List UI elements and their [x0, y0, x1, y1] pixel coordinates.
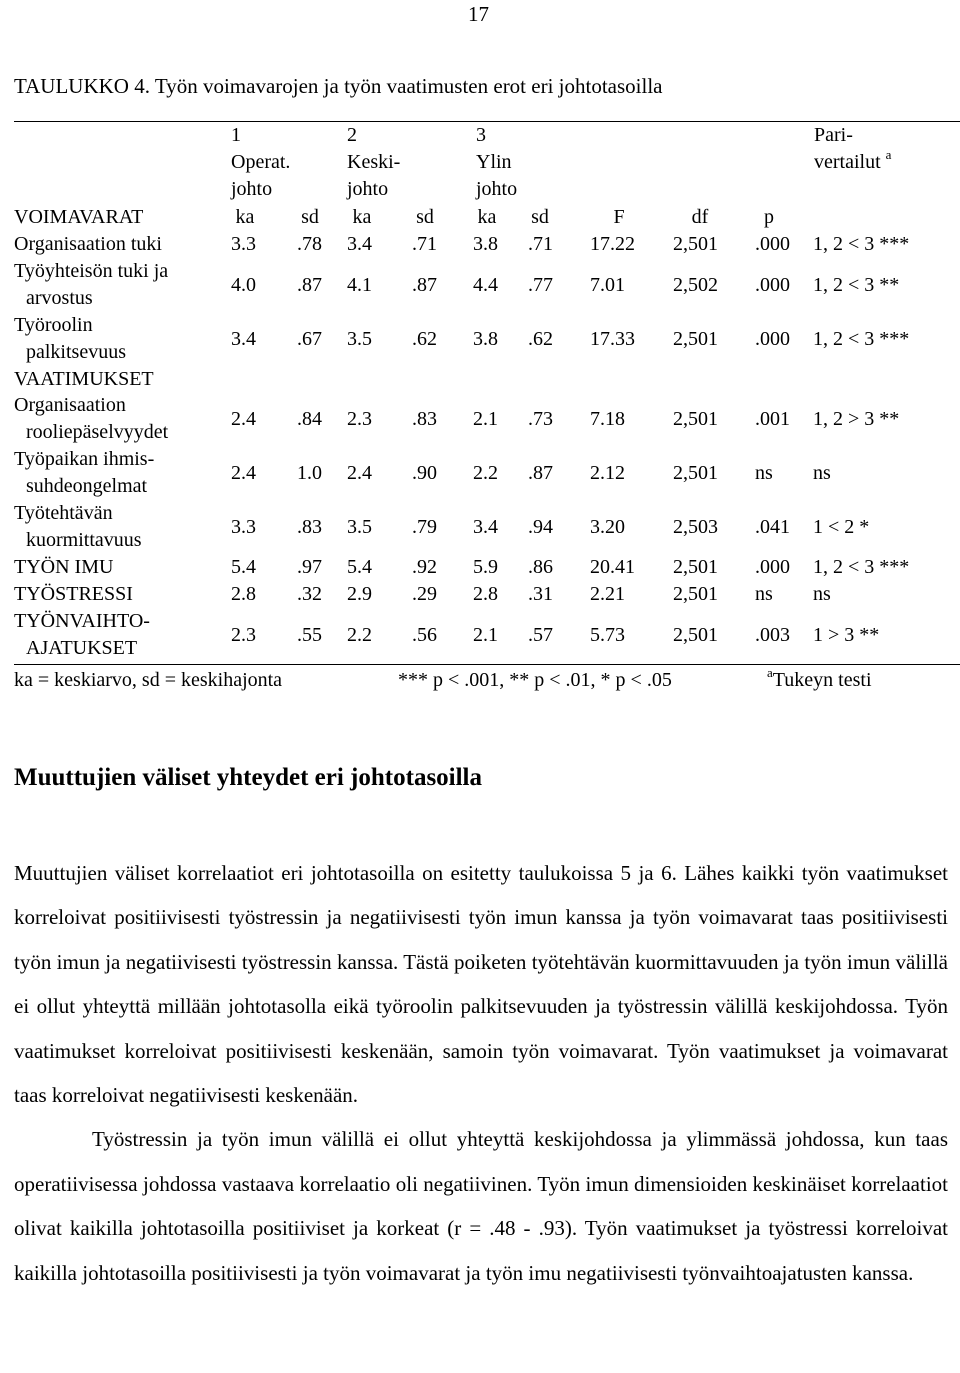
- table-cell: .67: [297, 328, 322, 350]
- tukey-footnote-marker: a: [767, 665, 773, 680]
- group-header-line: 3: [476, 124, 486, 146]
- table-cell: 2,501: [673, 233, 718, 255]
- table-cell: 3.8: [473, 328, 498, 350]
- paragraph-2: Työstressin ja työn imun välillä ei ollut yhteyttä keskijohdossa ja ylimmässä johdossa, kun taas operatiivisessa johdossa vastaava korrelaatio oli negatiivinen. Työn imun dimensioiden keskinäiset korrelaatiot olivat kaikilla johtotasoilla positiiviset ja korkeat (r = .48 - .93). Työn vaatimukset ja työstressi korreloivat kaikilla johtotasoilla positiivisesti ja työn voimavarat ja työn imu negatiivisesti työnvaihtoajatusten kanssa.: [14, 1127, 948, 1285]
- table-cell: .90: [412, 462, 437, 484]
- row-label: kuormittavuus: [26, 529, 142, 551]
- table-cell: ns: [755, 583, 773, 605]
- table-cell: .57: [528, 624, 553, 646]
- table-cell: 2,502: [673, 274, 718, 296]
- table-cell: .32: [297, 583, 322, 605]
- body-text: [14, 851, 948, 1295]
- table-cell: .000: [755, 233, 790, 255]
- table-cell: 3.8: [473, 233, 498, 255]
- table-cell: .62: [528, 328, 553, 350]
- row-label: TYÖN IMU: [14, 556, 114, 578]
- table-cell: 7.01: [590, 274, 625, 296]
- group-header-line: 1: [231, 124, 241, 146]
- stat-header: sd: [301, 206, 319, 228]
- table-cell: 2.8: [231, 583, 256, 605]
- row-label: Työtehtävän: [14, 502, 113, 524]
- table-cell: 17.22: [590, 233, 635, 255]
- table-cell: 3.3: [231, 233, 256, 255]
- group-header-line: Ylin: [476, 151, 512, 173]
- table-cell: 2,501: [673, 556, 718, 578]
- table-cell: .73: [528, 408, 553, 430]
- table-cell: .001: [755, 408, 790, 430]
- table-cell: .55: [297, 624, 322, 646]
- table-cell: 20.41: [590, 556, 635, 578]
- page-number: 17: [468, 2, 489, 26]
- row-label: Työpaikan ihmis-: [14, 448, 155, 470]
- table-cell: 2,503: [673, 516, 718, 538]
- pairwise-header-text: vertailut: [814, 151, 881, 173]
- stat-header: ka: [477, 206, 497, 228]
- table-cell: .000: [755, 274, 790, 296]
- table-cell: 1.0: [297, 462, 322, 484]
- table-bottom-border: [14, 664, 960, 665]
- table-cell: ns: [813, 462, 831, 484]
- table-cell: 5.4: [347, 556, 372, 578]
- table-cell: .97: [297, 556, 322, 578]
- paragraph-1: Muuttujien väliset korrelaatiot eri johtotasoilla on esitetty taulukoissa 5 ja 6. Lähes kaikki työn vaatimukset korreloivat positiivisesti työstressin ja negatiivisesti työn imun kanssa ja työn voimavarat taas positiivisesti työn imun ja negatiivisesti työstressin kanssa. Tästä poiketen työtehtävän kuormittavuuden ja työn imun välillä ei ollut yhteyttä millään johtotasolla eikä työroolin palkitsevuuden ja työstressin välillä keskijohdossa. Työn vaatimukset korreloivat positiivisesti keskenään, samoin työn voimavarat. Työn vaatimukset ja voimavarat taas korreloivat negatiivisesti keskenään.: [14, 861, 948, 1108]
- table-cell: 3.5: [347, 328, 372, 350]
- table-cell: 2.8: [473, 583, 498, 605]
- table-cell: 7.18: [590, 408, 625, 430]
- table-cell: 5.73: [590, 624, 625, 646]
- table-cell: 4.0: [231, 274, 256, 296]
- table-cell: 2.12: [590, 462, 625, 484]
- section-heading: Muuttujien väliset yhteydet eri johtotasoilla: [14, 764, 483, 791]
- table-cell: 2.21: [590, 583, 625, 605]
- pairwise-header-line: Pari-: [814, 124, 853, 146]
- row-label: Työroolin: [14, 314, 93, 336]
- row-label: TYÖNVAIHTO-: [14, 610, 150, 632]
- row-label: TYÖSTRESSI: [14, 583, 133, 605]
- table-cell: 2,501: [673, 328, 718, 350]
- table-caption: TAULUKKO 4. Työn voimavarojen ja työn vaatimusten erot eri johtotasoilla: [14, 74, 663, 98]
- table-cell: 5.4: [231, 556, 256, 578]
- stat-header: df: [691, 206, 709, 228]
- group-header-line: johto: [347, 178, 389, 200]
- table-cell: .71: [412, 233, 437, 255]
- table-cell: ns: [755, 462, 773, 484]
- stat-header: p: [764, 206, 774, 228]
- table-cell: 4.4: [473, 274, 498, 296]
- table-cell: 3.5: [347, 516, 372, 538]
- table-cell: .62: [412, 328, 437, 350]
- table-cell: 2,501: [673, 462, 718, 484]
- pairwise-header-line: [814, 149, 891, 176]
- table-cell: ns: [813, 583, 831, 605]
- table-cell: 2.9: [347, 583, 372, 605]
- table-cell: .83: [297, 516, 322, 538]
- group-header-line: Operat.: [231, 151, 291, 173]
- table-cell: .78: [297, 233, 322, 255]
- table-cell: .86: [528, 556, 553, 578]
- tukey-text: Tukeyn testi: [772, 669, 872, 691]
- section-label-vaatimukset: VAATIMUKSET: [14, 368, 154, 390]
- row-label: Työyhteisön tuki ja: [14, 260, 169, 282]
- table-cell: 17.33: [590, 328, 635, 350]
- table-cell: .83: [412, 408, 437, 430]
- table-cell: 2.2: [347, 624, 372, 646]
- stat-header: ka: [235, 206, 255, 228]
- table-cell: 1, 2 < 3 **: [813, 274, 900, 296]
- table-cell: .92: [412, 556, 437, 578]
- table-cell: 2.4: [231, 462, 256, 484]
- table-cell: .87: [297, 274, 322, 296]
- table-cell: 3.20: [590, 516, 625, 538]
- section-label-voimavarat: VOIMAVARAT: [14, 206, 144, 228]
- pairwise-footnote-marker: a: [885, 147, 892, 162]
- table-cell: 4.1: [347, 274, 372, 296]
- table-cell: 2.4: [231, 408, 256, 430]
- footnote-significance: *** p < .001, ** p < .01, * p < .05: [398, 669, 672, 691]
- table-cell: .000: [755, 556, 790, 578]
- group-header-line: 2: [347, 124, 357, 146]
- table-cell: 1, 2 > 3 **: [813, 408, 900, 430]
- table-cell: 2.1: [473, 408, 498, 430]
- table-cell: 2,501: [673, 408, 718, 430]
- row-label: arvostus: [26, 287, 93, 309]
- stat-header: sd: [416, 206, 434, 228]
- table-cell: .87: [412, 274, 437, 296]
- table-cell: 3.3: [231, 516, 256, 538]
- row-label: rooliepäselvyydet: [26, 421, 169, 443]
- table-cell: .56: [412, 624, 437, 646]
- footnote-tukey: [767, 667, 872, 694]
- row-label: suhdeongelmat: [26, 475, 148, 497]
- table-cell: .31: [528, 583, 553, 605]
- table-cell: 5.9: [473, 556, 498, 578]
- table-cell: .79: [412, 516, 437, 538]
- row-label: AJATUKSET: [26, 637, 138, 659]
- table-cell: .87: [528, 462, 553, 484]
- stat-header: F: [613, 206, 625, 228]
- table-cell: .77: [528, 274, 553, 296]
- table-cell: 2.3: [347, 408, 372, 430]
- table-cell: .041: [755, 516, 790, 538]
- table-cell: .29: [412, 583, 437, 605]
- stat-header: ka: [352, 206, 372, 228]
- table-cell: 2,501: [673, 624, 718, 646]
- table-cell: 1 < 2 *: [813, 516, 870, 538]
- table-cell: 3.4: [473, 516, 498, 538]
- table-cell: .94: [528, 516, 553, 538]
- table-cell: 2.2: [473, 462, 498, 484]
- row-label: palkitsevuus: [26, 341, 126, 363]
- table-cell: 3.4: [231, 328, 256, 350]
- table-cell: 2.4: [347, 462, 372, 484]
- row-label: Organisaation tuki: [14, 233, 162, 255]
- table-cell: 2.1: [473, 624, 498, 646]
- table-cell: 1 > 3 **: [813, 624, 880, 646]
- group-header-line: Keski-: [347, 151, 401, 173]
- row-label: Organisaation: [14, 394, 126, 416]
- stat-header: sd: [531, 206, 549, 228]
- table-cell: 1, 2 < 3 ***: [813, 233, 910, 255]
- table-cell: .84: [297, 408, 322, 430]
- table-cell: 3.4: [347, 233, 372, 255]
- table-cell: .71: [528, 233, 553, 255]
- table-cell: .003: [755, 624, 790, 646]
- table-cell: .000: [755, 328, 790, 350]
- group-header-line: johto: [231, 178, 273, 200]
- group-header-line: johto: [476, 178, 518, 200]
- table-cell: 1, 2 < 3 ***: [813, 328, 910, 350]
- table-cell: 1, 2 < 3 ***: [813, 556, 910, 578]
- footnote-abbreviations: ka = keskiarvo, sd = keskihajonta: [14, 669, 283, 691]
- table-cell: 2.3: [231, 624, 256, 646]
- table-cell: 2,501: [673, 583, 718, 605]
